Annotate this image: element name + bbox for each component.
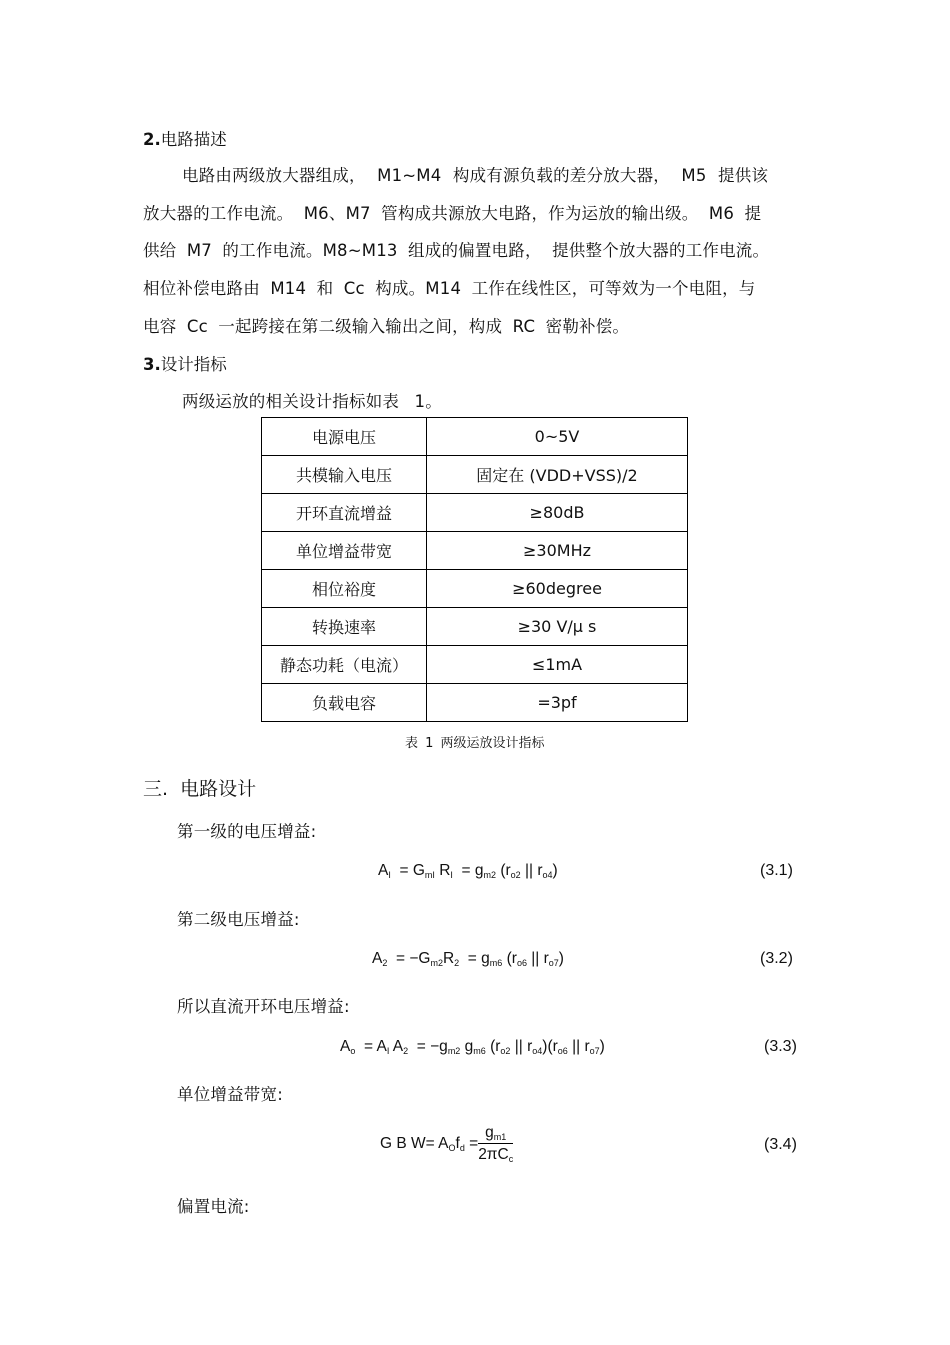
table-cell-value: ≥30MHz	[427, 532, 688, 570]
label-first-stage-gain: 第一级的电压增益:	[177, 822, 317, 841]
table-cell-param: 转换速率	[262, 608, 427, 646]
table-cell-param: 电源电压	[262, 418, 427, 456]
fraction: $\frac{g_{m1}}{2\pi C_c}$	[478, 1124, 514, 1164]
section-title: 三. 电路设计	[143, 778, 257, 800]
label-dc-open-loop-gain: 所以直流开环电压增益:	[177, 997, 350, 1016]
equation-number: (3.1)	[760, 862, 793, 879]
table-caption: 表 1 两级运放设计指标	[405, 736, 545, 751]
equation-number: (3.2)	[760, 950, 793, 967]
heading-circuit-description	[143, 126, 227, 150]
equation-number: (3.3)	[764, 1038, 797, 1055]
spec-table	[261, 417, 688, 722]
equation-3-2: $A_2 = -G_{m2}R_2 = g_{m6}$ ($r_{o6}$ || $r_{o7}$)	[372, 950, 564, 968]
table-row	[262, 418, 688, 456]
heading-text: 设计指标	[160, 355, 227, 374]
table-row	[262, 456, 688, 494]
equation-3-1: $A_I = G_{mI}$ $R_I = g_{m2}$ ($r_{o2}$ || $r_{o4}$)	[378, 862, 558, 880]
paragraph-line: 电路由两级放大器组成， M1~M4 构成有源负载的差分放大器， M5 提供该	[182, 166, 769, 185]
table-cell-param: 共模输入电压	[262, 456, 427, 494]
table-cell-value: ≥30 V/μ s	[427, 608, 688, 646]
heading-number: 3.	[143, 355, 161, 374]
table-row	[262, 532, 688, 570]
paragraph-line: 放大器的工作电流。 M6、M7 管构成共源放大电路，作为运放的输出级。 M6 提	[143, 204, 762, 223]
paragraph-line: 供给 M7 的工作电流。M8~M13 组成的偏置电路， 提供整个放大器的工作电流。	[143, 241, 770, 260]
equation-number: (3.4)	[764, 1136, 797, 1153]
table-cell-param: 单位增益带宽	[262, 532, 427, 570]
paragraph-line: 电容 Cc 一起跨接在第二级输入输出之间，构成 RC 密勒补偿。	[143, 317, 630, 336]
table-cell-param: 负载电容	[262, 684, 427, 722]
paragraph-line: 相位补偿电路由 M14 和 Cc 构成。M14 工作在线性区，可等效为一个电阻，与	[143, 279, 756, 298]
table-cell-param: 静态功耗（电流）	[262, 646, 427, 684]
table-row	[262, 684, 688, 722]
table-cell-param: 开环直流增益	[262, 494, 427, 532]
table-cell-value: ≤1mA	[427, 646, 688, 684]
equation-3-3: $A_o = A_I$ $A_2 = -g_{m2}$ $g_{m6}$ ($r_{o2}$ || $r_{o4})(r_{o6}$ || $r_{o7}$)	[340, 1038, 605, 1056]
table-cell-value: ≥60degree	[427, 570, 688, 608]
heading-design-spec	[143, 351, 227, 375]
table-cell-value: =3pf	[427, 684, 688, 722]
table-cell-value: 固定在 (VDD+VSS)/2	[427, 456, 688, 494]
label-bias-current: 偏置电流:	[177, 1197, 250, 1216]
label-unity-gain-bandwidth: 单位增益带宽:	[177, 1085, 283, 1104]
label-second-stage-gain: 第二级电压增益:	[177, 910, 300, 929]
design-spec-intro: 两级运放的相关设计指标如表 1。	[182, 392, 442, 411]
table-row	[262, 608, 688, 646]
table-row	[262, 646, 688, 684]
table-row	[262, 494, 688, 532]
table-cell-param: 相位裕度	[262, 570, 427, 608]
heading-number: 2.	[143, 130, 161, 149]
table-cell-value: 0~5V	[427, 418, 688, 456]
table-cell-value: ≥80dB	[427, 494, 688, 532]
table-row	[262, 570, 688, 608]
heading-text: 电路描述	[160, 130, 227, 149]
equation-3-4: G B $W= A_Of_d$ = $\frac{g_{m1}}{2\pi C_c}$	[380, 1124, 514, 1164]
